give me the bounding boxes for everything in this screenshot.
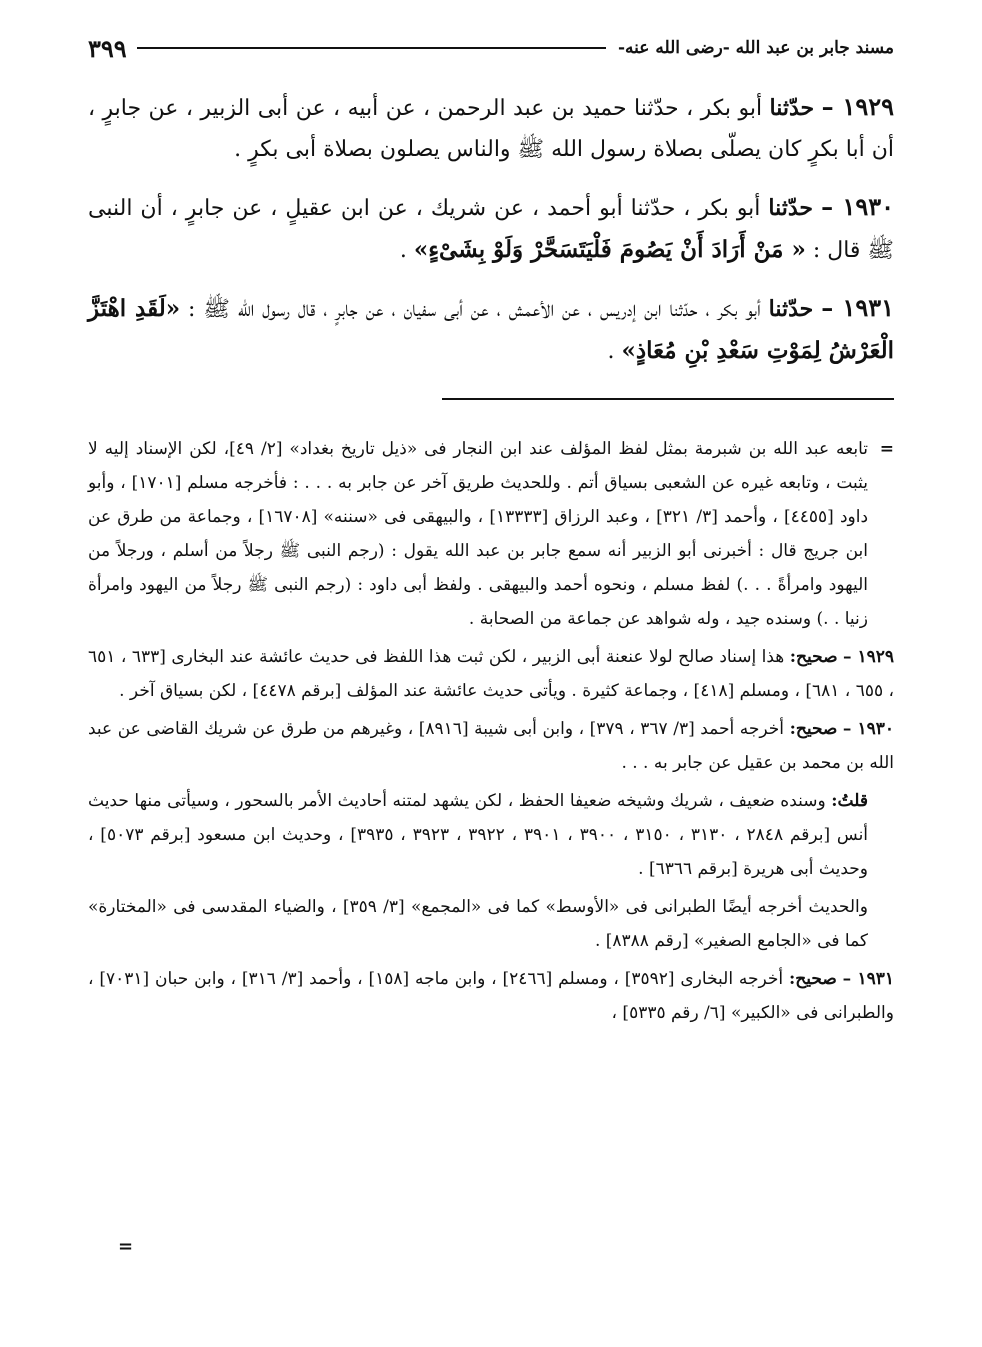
- hadith-matn: « مَنْ أَرَادَ أَنْ يَصُومَ فَلْيَتَسَحَّرْ وَلَوْ بِشَىْءٍ»: [413, 236, 806, 263]
- footnote-1930-extra: [88, 890, 894, 958]
- qult-label: قلتُ:: [831, 791, 868, 811]
- footnote-text: والحديث أخرجه أيضًا الطبرانى فى «الأوسط» كما فى «المجمع» [٣/ ٣٥٩] ، والضياء المقدسى فى «المختارة» كما فى «الجامع الصغير» [رقم ٨٣٨٨] .: [88, 897, 868, 951]
- hadith-number: ١٩٢٩ –: [821, 92, 894, 121]
- page-number: ٣٩٩: [88, 33, 127, 63]
- footnote-text: هذا إسناد صالح لولا عنعنة أبى الزبير ، لكن ثبت هذا اللفظ فى حديث عائشة عند البخارى [٦٣٣ ، ٦٥١ ، ٦٥٥ ، ٦٨١] ، ومسلم [٤١٨] ، وجماعة كثيرة . ويأتى حديث عائشة عند المؤلف [برقم ٤٤٧٨] ، لكن بسياق آخر .: [88, 647, 894, 701]
- footnote-text: تابعه عبد الله بن شبرمة بمثل لفظ المؤلف عند ابن النجار فى «ذيل تاريخ بغداد» [٢/ ٤٩]، لكن الإسناد إليه لا يثبت ، وتابعه غيره عن الشعبى بسياق أتم . وللحديث طريق آخر عن جابر به . . . : فأخرجه مسلم [١٧٠١] ، وأبو داود [٤٤٥٥] ، وأحمد [٣/ ٣٢١] ، وعبد الرزاق [١٣٣٣٣] ، والبيهقى فى «سننه» [١٦٧٠٨] ، وجماعة من طرق عن ابن جريج قال : أخبرنى أبو الزبير أنه سمع جابر بن عبد الله يقول : (رجم النبى ﷺ رجلاً من أسلم ، ورجلاً من اليهود وامرأةً . . .) لفظ مسلم ، ونحوه أحمد والبيهقى . ولفظ أبى داود : (رجم النبى ﷺ رجلاً من اليهود وامرأة زنيا . .) وسنده جيد ، وله شواهد عن جماعة من الصحابة .: [88, 439, 869, 629]
- footnote-text: أخرجه البخارى [٣٥٩٢] ، ومسلم [٢٤٦٦] ، وابن ماجه [١٥٨] ، وأحمد [٣/ ٣١٦] ، وابن حبان [٧٠٣١] ، والطبرانى فى «الكبير» [٦/ رقم ٥٣٣٥] ،: [88, 969, 894, 1023]
- hadith-1931: [88, 287, 894, 372]
- hadith-number: ١٩٣٠ –: [821, 192, 894, 221]
- hadith-1930: [88, 186, 894, 271]
- hadith-text: أبو بكر ، حدّثنا حميد بن عبد الرحمن ، عن أبيه ، عن أبى الزبير ، عن جابرٍ ، أن أبا بكرٍ كان يصلّى بصلاة رسول الله ﷺ والناس يصلون بصلاة أبى بكرٍ .: [88, 96, 894, 162]
- haddathana: حدّثنا: [768, 195, 814, 221]
- footnote-text: وسنده ضعيف ، شريك وشيخه ضعيفا الحفظ ، لكن يشهد لمتنه أحاديث الأمر بالسحور ، وسيأتى منها حديث أنس [برقم ٢٨٤٨ ، ٣١٣٠ ، ٣١٥٠ ، ٣٩٠٠ ، ٣٩٠١ ، ٣٩٢٢ ، ٣٩٢٣ ، ٣٩٣٥] ، وحديث ابن مسعود [برقم ٥٠٧٣] ، وحديث أبى هريرة [برقم ٦٣٦٦] .: [88, 791, 869, 879]
- hadith-text: أبو بكر ، حدّثنا أبو أحمد ، عن شريك ، عن ابن عقيلٍ ، عن جابرٍ ، أن النبى ﷺ قال :: [88, 196, 894, 263]
- footnote-grade: صحيح:: [789, 969, 837, 989]
- hadith-text: أبو بكر ، حدّثنا ابن إدريس ، عن الأعمش ، عن أبى سفيان ، عن جابرٍ ، قال رسول الله ﷺ :: [180, 297, 769, 322]
- continuation-mark-end: =: [118, 1236, 134, 1257]
- hadith-end: .: [607, 339, 622, 364]
- running-header: [88, 30, 894, 66]
- continuation-mark: =: [879, 439, 894, 459]
- footnote-divider: [442, 398, 894, 400]
- footnote-1930-qult: [88, 784, 894, 886]
- haddathana: حدّثنا: [768, 296, 814, 322]
- main-text: [88, 86, 894, 388]
- header-rule: [137, 47, 606, 49]
- footnote-number: ١٩٣٠ –: [842, 719, 895, 739]
- footnote-1929: [88, 640, 894, 708]
- footnote-number: ١٩٣١ –: [842, 969, 895, 989]
- footnote-text: أخرجه أحمد [٣/ ٣٦٧ ، ٣٧٩] ، وابن أبى شيبة [٨٩١٦] ، وغيرهم من طرق عن شريك القاضى عن عبد الله بن محمد بن عقيل عن جابر به . . .: [88, 719, 894, 773]
- hadith-matn: «لَقَدِ اهْتَزَّ الْعَرْشُ لِمَوْتِ سَعْدِ بْنِ مُعَاذٍ»: [88, 295, 894, 364]
- haddathana: حدّثنا: [769, 95, 815, 121]
- hadith-end: .: [399, 238, 414, 263]
- hadith-1929: [88, 86, 894, 170]
- running-title: مسند جابر بن عبد الله -رضى الله عنه-: [617, 38, 894, 58]
- footnote-1930: [88, 712, 894, 780]
- footnote-grade: صحيح:: [789, 719, 838, 739]
- footnote-continuation: [88, 432, 894, 636]
- footnote-1931: [88, 962, 894, 1030]
- footnote-grade: صحيح:: [789, 647, 838, 667]
- hadith-number: ١٩٣١ –: [821, 293, 895, 322]
- footnotes: [88, 432, 894, 1030]
- footnote-number: ١٩٢٩ –: [843, 647, 895, 667]
